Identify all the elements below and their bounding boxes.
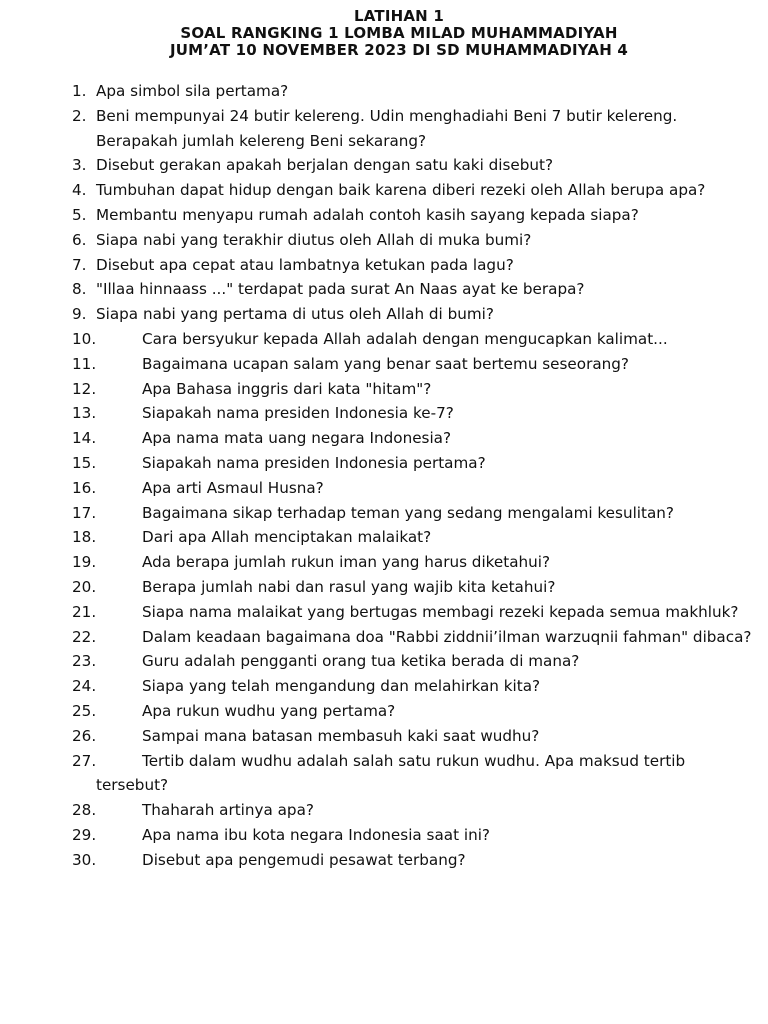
question-text: Apa nama ibu kota negara Indonesia saat ini? [142, 825, 490, 844]
question-text: Cara bersyukur kepada Allah adalah dengan mengucapkan kalimat... [142, 329, 668, 348]
question-number: 6. [72, 230, 87, 249]
question-number: 11. [72, 354, 97, 373]
question-number: 8. [72, 280, 87, 299]
question-text: Siapa nabi yang terakhir diutus oleh Allah di muka bumi? [96, 230, 532, 249]
question-item [72, 674, 762, 699]
question-number: 7. [72, 255, 87, 274]
question-item [72, 104, 762, 154]
question-text: Beni mempunyai 24 butir kelereng. Udin menghadiahi Beni 7 butir kelereng. Berapakah jumlah kelereng Beni sekarang? [96, 106, 678, 150]
question-number: 29. [72, 825, 97, 844]
question-item [72, 600, 762, 625]
question-text: Siapakah nama presiden Indonesia ke-7? [142, 404, 454, 423]
question-item [72, 699, 762, 724]
header-date-line: JUM’AT 10 NOVEMBER 2023 DI SD MUHAMMADIYAH 4 [169, 41, 629, 59]
question-number: 19. [72, 553, 97, 572]
question-item [72, 277, 762, 302]
question-item [72, 401, 762, 426]
question-text: "Illaa hinnaass ..." terdapat pada surat An Naas ayat ke berapa? [96, 280, 585, 299]
question-number: 17. [72, 503, 97, 522]
question-item [72, 848, 762, 873]
question-number: 21. [72, 602, 97, 621]
question-number: 22. [72, 627, 97, 646]
question-text: Ada berapa jumlah rukun iman yang harus diketahui? [142, 553, 551, 572]
question-number: 25. [72, 701, 97, 720]
question-text: Siapa nama malaikat yang bertugas membagi rezeki kepada semua makhluk? [142, 602, 739, 621]
document-header [0, 8, 768, 59]
question-number: 23. [72, 652, 97, 671]
question-text: Thaharah artinya apa? [142, 801, 314, 820]
question-text: Dalam keadaan bagaimana doa "Rabbi ziddnii’ilman warzuqnii fahman" dibaca? [142, 627, 752, 646]
question-text: Berapa jumlah nabi dan rasul yang wajib kita ketahui? [142, 577, 556, 596]
question-item [72, 79, 762, 104]
question-text: Bagaimana sikap terhadap teman yang sedang mengalami kesulitan? [142, 503, 674, 522]
question-number: 27. [72, 751, 97, 770]
question-text: Apa rukun wudhu yang pertama? [142, 701, 396, 720]
question-text: Disebut apa pengemudi pesawat terbang? [142, 850, 466, 869]
question-number: 18. [72, 528, 97, 547]
question-item [72, 228, 762, 253]
question-text: Dari apa Allah menciptakan malaikat? [142, 528, 432, 547]
question-text: Apa nama mata uang negara Indonesia? [142, 429, 452, 448]
question-item [72, 625, 762, 650]
question-item [72, 525, 762, 550]
question-item [72, 823, 762, 848]
question-text: Siapa nabi yang pertama di utus oleh Allah di bumi? [96, 305, 494, 324]
question-item [72, 550, 762, 575]
question-item [72, 749, 762, 799]
question-item [72, 501, 762, 526]
question-text: Siapakah nama presiden Indonesia pertama? [142, 453, 486, 472]
question-item [72, 178, 762, 203]
question-item [72, 352, 762, 377]
question-item [72, 377, 762, 402]
question-number: 20. [72, 577, 97, 596]
question-number: 5. [72, 205, 87, 224]
question-number: 3. [72, 156, 87, 175]
question-text: Membantu menyapu rumah adalah contoh kasih sayang kepada siapa? [96, 205, 639, 224]
question-text: Sampai mana batasan membasuh kaki saat wudhu? [142, 726, 540, 745]
question-item [72, 327, 762, 352]
question-number: 13. [72, 404, 97, 423]
question-item [72, 203, 762, 228]
question-item [72, 153, 762, 178]
question-item [72, 798, 762, 823]
question-text: Guru adalah pengganti orang tua ketika berada di mana? [142, 652, 580, 671]
question-item [72, 476, 762, 501]
question-number: 2. [72, 106, 87, 125]
question-text: Disebut gerakan apakah berjalan dengan satu kaki disebut? [96, 156, 554, 175]
question-number: 9. [72, 305, 87, 324]
question-item [72, 649, 762, 674]
question-number: 26. [72, 726, 97, 745]
question-text: Apa Bahasa inggris dari kata "hitam"? [142, 379, 432, 398]
question-number: 16. [72, 478, 97, 497]
question-item [72, 426, 762, 451]
question-text: Tertib dalam wudhu adalah salah satu rukun wudhu. Apa maksud tertib tersebut? [96, 751, 686, 795]
question-number: 24. [72, 677, 97, 696]
question-number: 12. [72, 379, 97, 398]
question-number: 1. [72, 82, 87, 100]
question-text: Siapa yang telah mengandung dan melahirkan kita? [142, 677, 541, 696]
question-text: Tumbuhan dapat hidup dengan baik karena diberi rezeki oleh Allah berupa apa? [96, 181, 706, 200]
header-title: LATIHAN 1 [354, 7, 444, 25]
question-text: Bagaimana ucapan salam yang benar saat bertemu seseorang? [142, 354, 629, 373]
question-number: 15. [72, 453, 97, 472]
question-item [72, 451, 762, 476]
question-text: Disebut apa cepat atau lambatnya ketukan pada lagu? [96, 255, 514, 274]
question-number: 14. [72, 429, 97, 448]
header-subtitle: SOAL RANGKING 1 LOMBA MILAD MUHAMMADIYAH [180, 24, 618, 42]
question-number: 28. [72, 801, 97, 820]
question-list [72, 79, 762, 873]
question-item [72, 575, 762, 600]
question-item [72, 253, 762, 278]
question-text: Apa simbol sila pertama? [96, 82, 289, 100]
question-text: Apa arti Asmaul Husna? [142, 478, 324, 497]
question-number: 4. [72, 181, 87, 200]
question-item [72, 724, 762, 749]
question-number: 10. [72, 329, 97, 348]
question-number: 30. [72, 850, 97, 869]
question-item [72, 302, 762, 327]
